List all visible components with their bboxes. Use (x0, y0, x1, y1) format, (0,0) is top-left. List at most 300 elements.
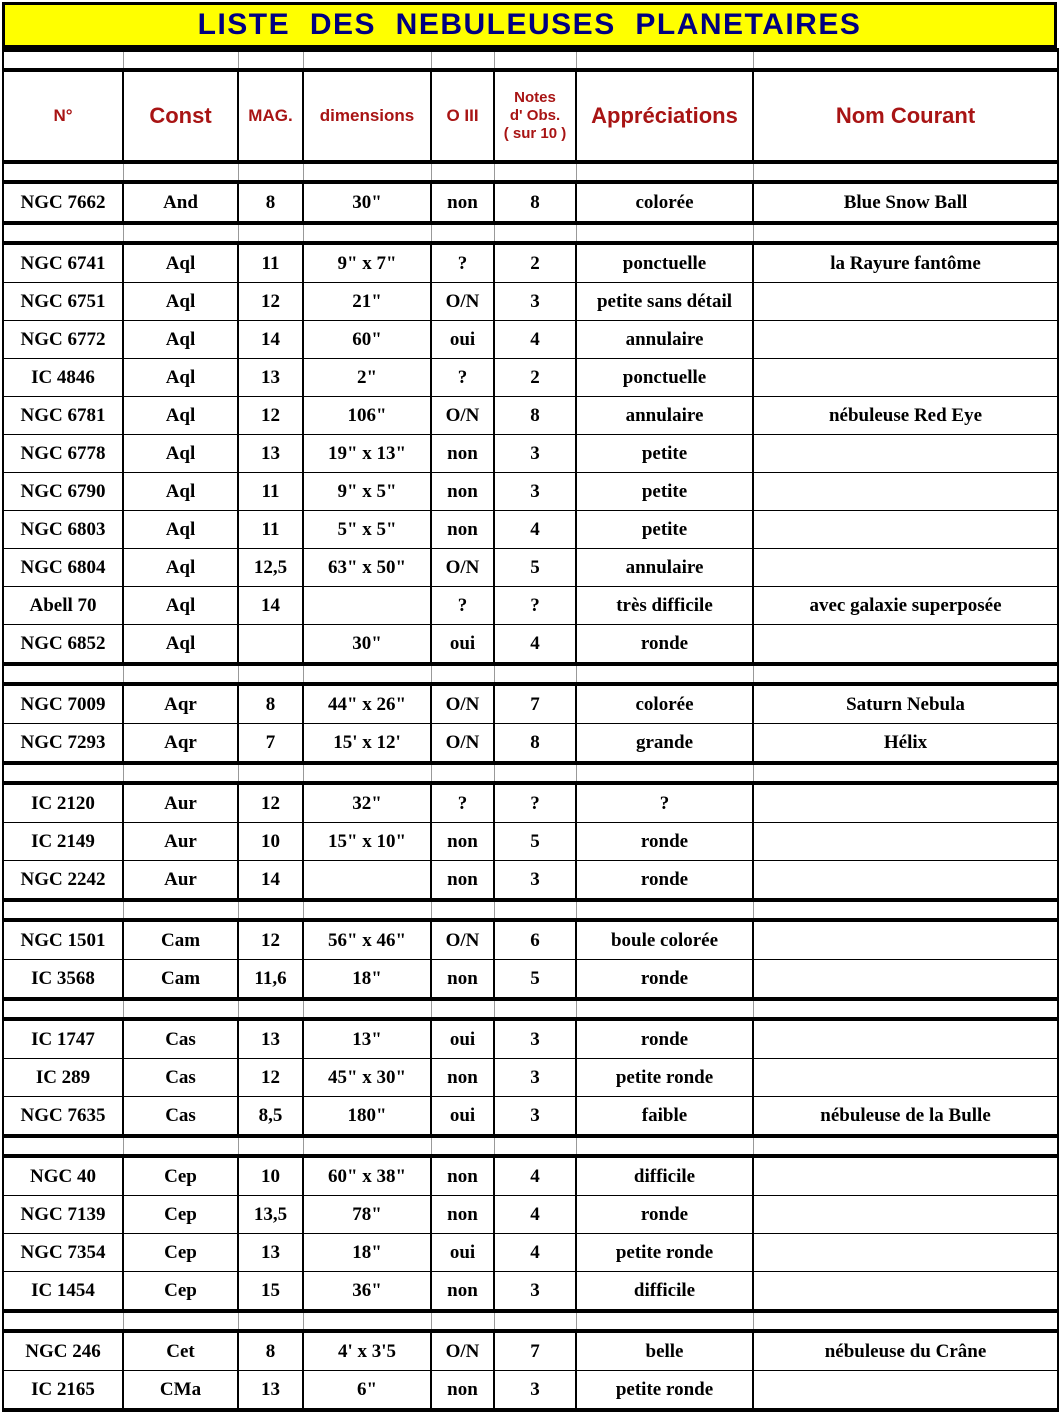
spacer-cell (494, 900, 576, 920)
cell-const: Aql (123, 473, 238, 511)
cell-num: NGC 6852 (3, 625, 123, 665)
cell-nom (753, 359, 1058, 397)
cell-const: Aql (123, 435, 238, 473)
cell-oiii: O/N (431, 724, 494, 764)
table-header-row (3, 70, 1058, 162)
table-row (3, 920, 1058, 960)
cell-dim: 9" x 7" (303, 243, 431, 283)
cell-dim: 45" x 30" (303, 1059, 431, 1097)
cell-num: IC 1747 (3, 1019, 123, 1059)
table-row (3, 724, 1058, 764)
spacer-cell (576, 664, 753, 684)
cell-oiii: O/N (431, 1331, 494, 1371)
spacer-cell (3, 162, 123, 182)
spacer-cell (123, 900, 238, 920)
cell-mag: 13 (238, 1019, 303, 1059)
cell-num: NGC 40 (3, 1156, 123, 1196)
cell-const: Aql (123, 321, 238, 359)
column-header-mag: MAG. (238, 70, 303, 162)
spacer-cell (431, 900, 494, 920)
cell-num: NGC 7354 (3, 1234, 123, 1272)
cell-nom (753, 1371, 1058, 1411)
cell-oiii: oui (431, 1019, 494, 1059)
column-header-dim: dimensions (303, 70, 431, 162)
spacer-cell (123, 999, 238, 1019)
spacer-cell (431, 763, 494, 783)
cell-nom (753, 1156, 1058, 1196)
cell-notes: 2 (494, 243, 576, 283)
cell-num: NGC 7009 (3, 684, 123, 724)
cell-oiii: O/N (431, 920, 494, 960)
spacer-cell (303, 900, 431, 920)
cell-oiii: ? (431, 243, 494, 283)
cell-mag: 12,5 (238, 549, 303, 587)
cell-const: Aur (123, 823, 238, 861)
cell-dim: 15" x 10" (303, 823, 431, 861)
spacer-cell (238, 50, 303, 70)
cell-const: Aur (123, 783, 238, 823)
table-row (3, 587, 1058, 625)
cell-mag: 10 (238, 1156, 303, 1196)
cell-num: NGC 2242 (3, 861, 123, 901)
table-row (3, 321, 1058, 359)
cell-nom (753, 783, 1058, 823)
spacer-cell (3, 664, 123, 684)
cell-mag: 13 (238, 359, 303, 397)
column-header-notes (494, 70, 576, 162)
spacer-cell (576, 1136, 753, 1156)
spacer-cell (3, 50, 123, 70)
cell-oiii: ? (431, 783, 494, 823)
table-row (3, 397, 1058, 435)
cell-oiii: non (431, 182, 494, 223)
cell-appr: petite ronde (576, 1371, 753, 1411)
table-row (3, 861, 1058, 901)
cell-notes: 3 (494, 1272, 576, 1312)
cell-const: Aql (123, 397, 238, 435)
cell-mag: 15 (238, 1272, 303, 1312)
cell-nom (753, 1059, 1058, 1097)
cell-dim: 6" (303, 1371, 431, 1411)
cell-mag: 12 (238, 920, 303, 960)
cell-nom: avec galaxie superposée (753, 587, 1058, 625)
spacer-cell (753, 999, 1058, 1019)
cell-oiii: non (431, 511, 494, 549)
cell-nom (753, 435, 1058, 473)
cell-dim (303, 861, 431, 901)
cell-notes: 5 (494, 549, 576, 587)
cell-appr: ? (576, 783, 753, 823)
cell-oiii: oui (431, 1097, 494, 1137)
cell-nom (753, 1019, 1058, 1059)
column-header-num: N° (3, 70, 123, 162)
cell-num: NGC 6804 (3, 549, 123, 587)
cell-notes: 3 (494, 283, 576, 321)
cell-dim: 18" (303, 1234, 431, 1272)
table-row (3, 1331, 1058, 1371)
cell-appr: colorée (576, 684, 753, 724)
cell-notes: 3 (494, 861, 576, 901)
cell-const: Aql (123, 625, 238, 665)
spacer-cell (303, 50, 431, 70)
cell-mag: 11 (238, 511, 303, 549)
spacer-cell (431, 999, 494, 1019)
cell-const: Aur (123, 861, 238, 901)
cell-oiii: ? (431, 587, 494, 625)
cell-mag: 8 (238, 684, 303, 724)
spacer-cell (238, 999, 303, 1019)
group-spacer-row (3, 223, 1058, 243)
cell-notes: 5 (494, 960, 576, 1000)
cell-notes: 4 (494, 321, 576, 359)
spacer-cell (303, 1311, 431, 1331)
cell-num: IC 1454 (3, 1272, 123, 1312)
cell-appr: difficile (576, 1156, 753, 1196)
cell-nom: Hélix (753, 724, 1058, 764)
cell-num: IC 3568 (3, 960, 123, 1000)
spacer-cell (123, 1136, 238, 1156)
spacer-cell (753, 162, 1058, 182)
cell-nom (753, 283, 1058, 321)
spacer-cell (123, 1311, 238, 1331)
cell-mag: 14 (238, 587, 303, 625)
cell-appr: ronde (576, 625, 753, 665)
spacer-cell (753, 50, 1058, 70)
nebulae-table (2, 48, 1059, 1412)
group-spacer-row (3, 1136, 1058, 1156)
cell-num: NGC 6741 (3, 243, 123, 283)
spacer-cell (431, 162, 494, 182)
cell-oiii: non (431, 861, 494, 901)
cell-mag: 13 (238, 435, 303, 473)
cell-oiii: O/N (431, 684, 494, 724)
spacer-cell (303, 162, 431, 182)
cell-notes: ? (494, 587, 576, 625)
cell-dim: 18" (303, 960, 431, 1000)
table-row (3, 1019, 1058, 1059)
cell-notes: 4 (494, 1196, 576, 1234)
table-row (3, 435, 1058, 473)
column-header-notes-line1: Notes (514, 89, 556, 107)
cell-num: NGC 246 (3, 1331, 123, 1371)
cell-const: Aql (123, 359, 238, 397)
cell-num: NGC 7662 (3, 182, 123, 223)
column-header-const: Const (123, 70, 238, 162)
cell-oiii: oui (431, 1234, 494, 1272)
cell-const: Cas (123, 1019, 238, 1059)
cell-oiii: O/N (431, 283, 494, 321)
spacer-cell (753, 223, 1058, 243)
table-row (3, 359, 1058, 397)
cell-notes: 3 (494, 1059, 576, 1097)
cell-const: Aql (123, 283, 238, 321)
cell-oiii: oui (431, 321, 494, 359)
top-spacer-row (3, 50, 1058, 70)
spacer-cell (494, 223, 576, 243)
cell-notes: 8 (494, 724, 576, 764)
column-header-notes-line3: ( sur 10 ) (503, 124, 567, 142)
cell-dim: 30" (303, 625, 431, 665)
table-row (3, 1272, 1058, 1312)
cell-nom: Saturn Nebula (753, 684, 1058, 724)
cell-notes: 3 (494, 473, 576, 511)
cell-mag: 13,5 (238, 1196, 303, 1234)
table-row (3, 783, 1058, 823)
cell-num: NGC 6778 (3, 435, 123, 473)
cell-appr: boule colorée (576, 920, 753, 960)
cell-mag: 14 (238, 861, 303, 901)
cell-notes: 4 (494, 625, 576, 665)
cell-nom (753, 511, 1058, 549)
cell-appr: ronde (576, 861, 753, 901)
cell-nom (753, 321, 1058, 359)
spacer-cell (303, 999, 431, 1019)
cell-num: IC 2120 (3, 783, 123, 823)
cell-appr: ponctuelle (576, 359, 753, 397)
cell-dim: 180" (303, 1097, 431, 1137)
cell-dim: 60" x 38" (303, 1156, 431, 1196)
spacer-cell (303, 223, 431, 243)
table-row (3, 1371, 1058, 1411)
spacer-cell (494, 1311, 576, 1331)
cell-dim: 60" (303, 321, 431, 359)
spacer-cell (576, 999, 753, 1019)
page-title: LISTE DES NEBULEUSES PLANETAIRES (197, 8, 862, 41)
cell-const: Cam (123, 920, 238, 960)
cell-const: Cep (123, 1272, 238, 1312)
spacer-cell (238, 223, 303, 243)
cell-appr: annulaire (576, 397, 753, 435)
cell-num: NGC 6790 (3, 473, 123, 511)
cell-const: Aqr (123, 724, 238, 764)
cell-oiii: non (431, 823, 494, 861)
cell-notes: 4 (494, 1156, 576, 1196)
spacer-cell (431, 50, 494, 70)
spacer-cell (494, 999, 576, 1019)
spacer-cell (3, 1311, 123, 1331)
spacer-cell (123, 763, 238, 783)
cell-dim: 30" (303, 182, 431, 223)
cell-oiii: non (431, 1156, 494, 1196)
cell-dim: 21" (303, 283, 431, 321)
spacer-cell (431, 1311, 494, 1331)
cell-notes: 3 (494, 1019, 576, 1059)
cell-notes: 7 (494, 1331, 576, 1371)
table-row (3, 1156, 1058, 1196)
cell-oiii: oui (431, 625, 494, 665)
cell-oiii: non (431, 1196, 494, 1234)
cell-dim: 2" (303, 359, 431, 397)
cell-dim: 63" x 50" (303, 549, 431, 587)
cell-num: NGC 6772 (3, 321, 123, 359)
column-header-notes-line2: d' Obs. (509, 107, 561, 125)
spacer-cell (123, 664, 238, 684)
cell-mag: 12 (238, 283, 303, 321)
cell-const: Aql (123, 511, 238, 549)
cell-mag: 14 (238, 321, 303, 359)
cell-mag: 11 (238, 473, 303, 511)
cell-oiii: O/N (431, 549, 494, 587)
cell-notes: 3 (494, 1097, 576, 1137)
table-row (3, 283, 1058, 321)
cell-nom (753, 1196, 1058, 1234)
cell-dim (303, 587, 431, 625)
cell-mag: 12 (238, 783, 303, 823)
cell-notes: 2 (494, 359, 576, 397)
cell-num: NGC 6751 (3, 283, 123, 321)
cell-mag: 13 (238, 1234, 303, 1272)
cell-const: And (123, 182, 238, 223)
cell-nom (753, 1272, 1058, 1312)
cell-oiii: non (431, 1272, 494, 1312)
cell-num: NGC 7635 (3, 1097, 123, 1137)
cell-appr: faible (576, 1097, 753, 1137)
cell-appr: ponctuelle (576, 243, 753, 283)
cell-num: IC 2165 (3, 1371, 123, 1411)
spacer-cell (238, 900, 303, 920)
cell-const: CMa (123, 1371, 238, 1411)
cell-appr: ronde (576, 1196, 753, 1234)
cell-oiii: non (431, 1371, 494, 1411)
nebulae-list-page (0, 2, 1059, 1400)
cell-const: Cep (123, 1234, 238, 1272)
group-spacer-row (3, 1311, 1058, 1331)
table-row (3, 823, 1058, 861)
spacer-cell (3, 1136, 123, 1156)
cell-dim: 56" x 46" (303, 920, 431, 960)
spacer-cell (3, 763, 123, 783)
cell-mag (238, 625, 303, 665)
cell-appr: petite (576, 435, 753, 473)
cell-notes: 8 (494, 397, 576, 435)
cell-appr: belle (576, 1331, 753, 1371)
spacer-cell (303, 1136, 431, 1156)
cell-nom: Blue Snow Ball (753, 182, 1058, 223)
cell-appr: difficile (576, 1272, 753, 1312)
cell-notes: 4 (494, 1234, 576, 1272)
table-row (3, 1097, 1058, 1137)
table-row (3, 182, 1058, 223)
group-spacer-row (3, 763, 1058, 783)
cell-notes: 6 (494, 920, 576, 960)
cell-appr: annulaire (576, 321, 753, 359)
cell-mag: 8,5 (238, 1097, 303, 1137)
cell-nom: nébuleuse du Crâne (753, 1331, 1058, 1371)
cell-const: Aql (123, 243, 238, 283)
cell-num: NGC 6803 (3, 511, 123, 549)
cell-oiii: O/N (431, 397, 494, 435)
spacer-cell (238, 1136, 303, 1156)
spacer-cell (3, 900, 123, 920)
cell-dim: 19" x 13" (303, 435, 431, 473)
spacer-cell (238, 1311, 303, 1331)
cell-nom (753, 625, 1058, 665)
cell-dim: 36" (303, 1272, 431, 1312)
column-header-nom: Nom Courant (753, 70, 1058, 162)
spacer-cell (123, 50, 238, 70)
cell-mag: 10 (238, 823, 303, 861)
spacer-cell (753, 1311, 1058, 1331)
cell-num: NGC 7293 (3, 724, 123, 764)
cell-nom: nébuleuse Red Eye (753, 397, 1058, 435)
table-row (3, 625, 1058, 665)
cell-appr: petite (576, 473, 753, 511)
cell-nom: la Rayure fantôme (753, 243, 1058, 283)
spacer-cell (494, 664, 576, 684)
cell-num: IC 2149 (3, 823, 123, 861)
spacer-cell (494, 1136, 576, 1156)
spacer-cell (753, 900, 1058, 920)
cell-num: NGC 7139 (3, 1196, 123, 1234)
group-spacer-row (3, 900, 1058, 920)
table-row (3, 1196, 1058, 1234)
cell-notes: 3 (494, 1371, 576, 1411)
cell-notes: ? (494, 783, 576, 823)
cell-appr: ronde (576, 1019, 753, 1059)
table-row (3, 549, 1058, 587)
spacer-cell (576, 1311, 753, 1331)
cell-nom (753, 473, 1058, 511)
cell-appr: grande (576, 724, 753, 764)
cell-appr: petite sans détail (576, 283, 753, 321)
cell-dim: 15' x 12' (303, 724, 431, 764)
column-header-oiii: O III (431, 70, 494, 162)
cell-mag: 12 (238, 397, 303, 435)
cell-notes: 7 (494, 684, 576, 724)
spacer-cell (753, 763, 1058, 783)
cell-notes: 8 (494, 182, 576, 223)
cell-const: Cep (123, 1196, 238, 1234)
cell-dim: 106" (303, 397, 431, 435)
table-row (3, 473, 1058, 511)
cell-mag: 7 (238, 724, 303, 764)
cell-const: Cet (123, 1331, 238, 1371)
spacer-cell (123, 162, 238, 182)
cell-oiii: non (431, 473, 494, 511)
cell-mag: 11,6 (238, 960, 303, 1000)
cell-nom: nébuleuse de la Bulle (753, 1097, 1058, 1137)
cell-const: Aqr (123, 684, 238, 724)
nebulae-table-body (3, 50, 1058, 1410)
spacer-cell (494, 162, 576, 182)
cell-appr: petite ronde (576, 1059, 753, 1097)
spacer-cell (576, 223, 753, 243)
spacer-cell (494, 50, 576, 70)
table-row (3, 684, 1058, 724)
spacer-cell (431, 223, 494, 243)
cell-num: Abell 70 (3, 587, 123, 625)
cell-oiii: non (431, 435, 494, 473)
cell-nom (753, 823, 1058, 861)
cell-notes: 4 (494, 511, 576, 549)
cell-oiii: ? (431, 359, 494, 397)
cell-mag: 13 (238, 1371, 303, 1411)
cell-appr: colorée (576, 182, 753, 223)
cell-appr: petite ronde (576, 1234, 753, 1272)
cell-num: NGC 1501 (3, 920, 123, 960)
group-spacer-row (3, 999, 1058, 1019)
cell-num: IC 289 (3, 1059, 123, 1097)
spacer-cell (576, 900, 753, 920)
cell-const: Cep (123, 1156, 238, 1196)
cell-appr: ronde (576, 960, 753, 1000)
cell-notes: 5 (494, 823, 576, 861)
cell-const: Aql (123, 587, 238, 625)
cell-mag: 8 (238, 182, 303, 223)
cell-nom (753, 960, 1058, 1000)
table-row (3, 960, 1058, 1000)
cell-nom (753, 549, 1058, 587)
